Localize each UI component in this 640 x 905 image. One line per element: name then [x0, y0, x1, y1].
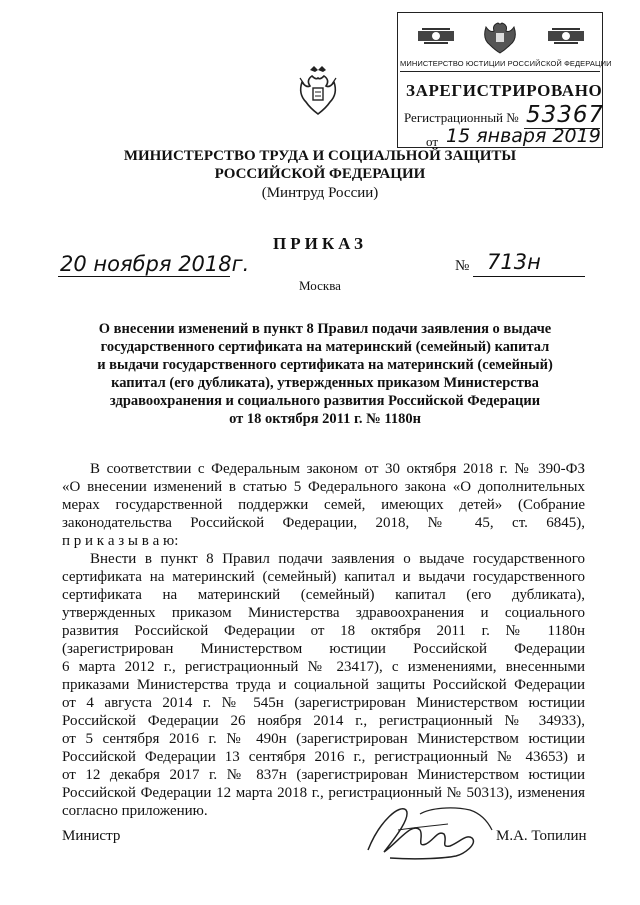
doc-title-line: государственного сертификата на материнский (семейный) капитал [100, 339, 550, 355]
body-line: (зарегистрирован Министерством юстиции Российской Федерации [62, 641, 585, 657]
doc-title-line: капитал (его дубликата), утвержденных приказом Министерства [111, 375, 539, 391]
stamp-date-value: 15 января 2019 [446, 125, 601, 147]
body-line: мерах государственной поддержки семей, имеющих детей» (Собрание [62, 497, 585, 513]
stamp-divider [400, 71, 600, 72]
body-line: Российской Федерации 26 ноября 2014 г., регистрационный № 34933), [62, 713, 585, 729]
body-line: Российской Федерации 13 сентября 2016 г., регистрационный № 43653) и [62, 749, 585, 765]
minister-title: Министр [62, 828, 121, 844]
minister-name: М.А. Топилин [496, 828, 587, 844]
order-city: Москва [299, 278, 341, 293]
ministry-short-name: (Минтруд России) [261, 185, 379, 201]
body-line: приказами Министерства труда и социальной защиты Российской Федерации [62, 677, 585, 693]
ministry-name-line1: МИНИСТЕРСТВО ТРУДА И СОЦИАЛЬНОЙ ЗАЩИТЫ [123, 148, 517, 164]
body-line: развития Российской Федерации от 18 октября 2011 г. № 1180н [62, 623, 585, 639]
ministry-name-line2: РОССИЙСКОЙ ФЕДЕРАЦИИ [214, 166, 426, 182]
body-line: сертификата на материнский (семейный) капитал и выдачи государственного [62, 569, 585, 585]
body-line: п р и к а з ы в а ю: [62, 533, 179, 549]
stamp-regno-label: Регистрационный № [404, 110, 519, 125]
stamp-registered-label: ЗАРЕГИСТРИРОВАНО [406, 81, 603, 100]
doc-title-line: и выдачи государственного сертификата на материнский (семейный) [97, 357, 553, 373]
body-line: Российской Федерации 12 марта 2018 г., регистрационный № 50313), изменения [62, 785, 585, 801]
stamp-ministry-name: МИНИСТЕРСТВО ЮСТИЦИИ РОССИЙСКОЙ ФЕДЕРАЦИИ [400, 59, 612, 68]
coat-of-arms-icon [296, 64, 340, 120]
handwritten-signature [360, 800, 500, 864]
body-line: законодательства Российской Федерации, 2018, № 45, ст. 6845), [62, 515, 585, 531]
doc-title-line: здравоохранения и социального развития Российской Федерации [109, 393, 541, 409]
body-line: сертификата на материнский (семейный) капитал (его дубликата), [62, 587, 585, 603]
doc-title-line: О внесении изменений в пункт 8 Правил подачи заявления о выдаче [98, 321, 552, 337]
body-line: 6 марта 2012 г., регистрационный № 23417), с изменениями, внесенными [62, 659, 585, 675]
body-line: Внести в пункт 8 Правил подачи заявления о выдаче государственного [90, 551, 585, 567]
order-number: 713н [487, 250, 541, 274]
body-line: В соответствии с Федеральным законом от 30 октября 2018 г. № 390-ФЗ [90, 461, 585, 477]
stamp-logo-icon [416, 17, 456, 55]
body-line: от 12 декабря 2017 г. № 837н (зарегистрирован Министерством юстиции [62, 767, 585, 783]
body-line: согласно приложению. [62, 803, 208, 819]
order-number-underline [473, 276, 585, 277]
body-line: утвержденных приказом Министерства здравоохранения и социального [62, 605, 585, 621]
stamp-regno-value: 53367 [526, 102, 605, 128]
doc-title-line: от 18 октября 2011 г. № 1180н [229, 411, 421, 427]
body-line: от 5 сентября 2016 г. № 490н (зарегистрирован Министерством юстиции [62, 731, 585, 747]
registration-stamp [397, 12, 612, 149]
stamp-coat-of-arms-icon [480, 17, 520, 55]
order-date: 20 ноября 2018г. [60, 252, 250, 276]
stamp-logo-icon-right [546, 17, 586, 55]
order-number-label: № [455, 258, 470, 274]
order-title: ПРИКАЗ [273, 234, 367, 253]
body-line: от 4 августа 2014 г. № 545н (зарегистрирован Министерством юстиции [62, 695, 585, 711]
body-line: «О внесении изменений в статью 5 Федерального закона «О дополнительных [62, 479, 585, 495]
order-date-underline [58, 276, 230, 277]
stamp-date-label: от [426, 134, 439, 149]
